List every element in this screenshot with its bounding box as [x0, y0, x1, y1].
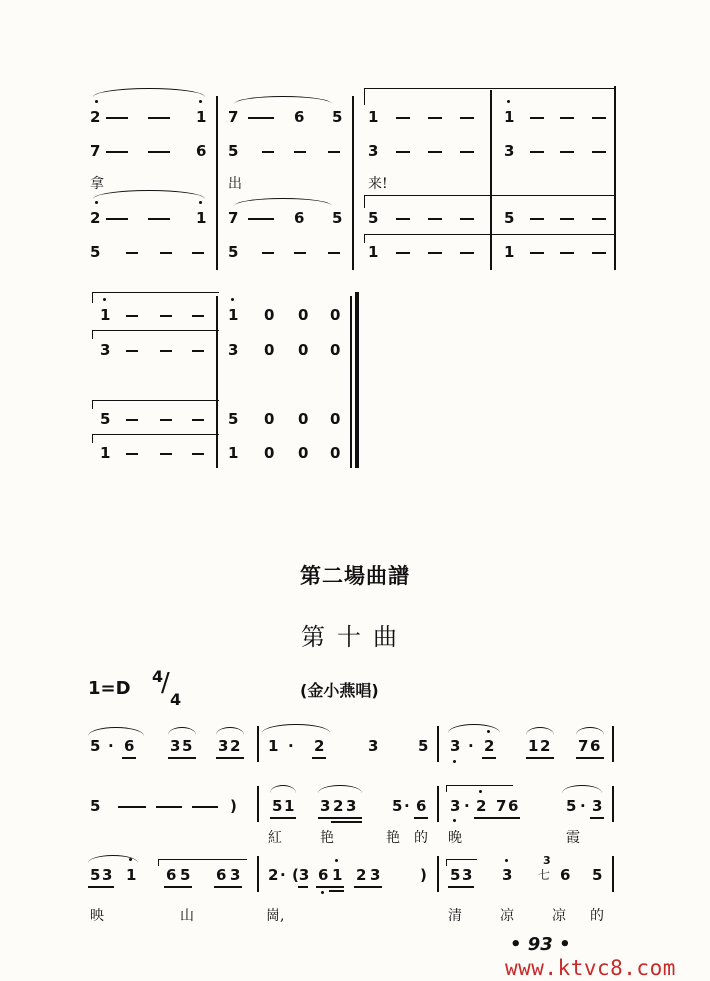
- note: 5: [504, 209, 515, 227]
- time-signature-slash: /: [161, 668, 170, 698]
- underline: [590, 817, 604, 819]
- note: 6: [508, 797, 519, 815]
- note: 1: [268, 737, 279, 755]
- octave-dot-low: [453, 760, 456, 763]
- slur: [216, 727, 244, 735]
- dash: [396, 252, 410, 254]
- dash: [428, 151, 442, 153]
- note: 7: [496, 797, 507, 815]
- barline: [612, 856, 614, 892]
- lyric: 映: [90, 908, 104, 924]
- barline: [490, 90, 492, 270]
- dash: [248, 117, 274, 119]
- note: 5: [90, 243, 101, 261]
- underline: [214, 886, 242, 888]
- tie: [92, 400, 219, 409]
- page-number: • 93 •: [510, 934, 571, 955]
- octave-dot: [487, 730, 490, 733]
- note: 3: [230, 866, 241, 884]
- lyric: 紅: [268, 830, 282, 846]
- octave-dot: [95, 201, 98, 204]
- note: 5: [392, 797, 403, 815]
- note: 5: [566, 797, 577, 815]
- dash: [396, 218, 410, 220]
- slur: [562, 785, 602, 793]
- note: 3: [450, 737, 461, 755]
- note: 3: [370, 866, 381, 884]
- octave-dot: [505, 859, 508, 862]
- underline: [448, 886, 474, 888]
- note: 6: [294, 108, 305, 126]
- note: 6: [318, 866, 329, 884]
- underline: [474, 817, 520, 819]
- slur: [88, 727, 144, 736]
- dot-extension: ·: [580, 797, 586, 815]
- note: 2: [484, 737, 495, 755]
- note: 0: [298, 410, 309, 428]
- note: 5: [332, 108, 343, 126]
- note: 7: [228, 108, 239, 126]
- note: 6: [216, 866, 227, 884]
- note: 2: [314, 737, 325, 755]
- slur: [262, 724, 330, 733]
- dash: [328, 151, 340, 153]
- note: 5: [228, 243, 239, 261]
- tie: [158, 859, 247, 866]
- octave-dot: [479, 790, 482, 793]
- tie: [446, 859, 477, 866]
- dash: [262, 151, 274, 153]
- dash: [192, 453, 204, 455]
- dash: [118, 806, 146, 808]
- note: 2: [90, 108, 101, 126]
- final-barline: [355, 292, 359, 468]
- lyric: 艳: [320, 830, 334, 846]
- dash: [396, 151, 410, 153]
- note: 1: [228, 444, 239, 462]
- note: 1: [196, 108, 207, 126]
- dash: [428, 117, 442, 119]
- dash: [126, 315, 138, 317]
- octave-dot: [199, 201, 202, 204]
- dash: [460, 151, 474, 153]
- dash: [530, 151, 544, 153]
- octave-dot: [95, 100, 98, 103]
- note: 5: [182, 737, 193, 755]
- dash: [592, 218, 606, 220]
- paren: ): [420, 866, 427, 884]
- note: 3: [170, 737, 181, 755]
- note: 0: [330, 410, 341, 428]
- dash: [428, 252, 442, 254]
- barline: [257, 856, 259, 892]
- note: 1: [126, 866, 137, 884]
- underline: [164, 886, 192, 888]
- tie: [93, 190, 205, 199]
- tie: [92, 434, 219, 443]
- underline: [298, 886, 308, 888]
- dot-extension: ·: [468, 737, 474, 755]
- note: 5: [228, 142, 239, 160]
- underline: [576, 757, 604, 759]
- note: 0: [264, 306, 275, 324]
- slur: [448, 724, 500, 733]
- octave-dot: [129, 858, 132, 861]
- octave-dot: [335, 859, 338, 862]
- note: 3: [504, 142, 515, 160]
- lyric: 山: [180, 908, 194, 924]
- dash: [106, 218, 128, 220]
- dash: [294, 252, 306, 254]
- underline: [526, 757, 554, 759]
- underline: [414, 817, 428, 819]
- dash: [148, 151, 170, 153]
- barline: [216, 96, 218, 270]
- dash: [192, 806, 218, 808]
- note: 5: [368, 209, 379, 227]
- note: 0: [330, 444, 341, 462]
- dash: [530, 117, 544, 119]
- note: 5: [90, 866, 101, 884]
- note: 3: [100, 341, 111, 359]
- dash: [160, 315, 172, 317]
- note: 3: [320, 797, 331, 815]
- note: 0: [298, 341, 309, 359]
- underline-double: [329, 890, 344, 892]
- dash: [530, 218, 544, 220]
- dash: [192, 252, 204, 254]
- note: 5: [180, 866, 191, 884]
- lyric: 的: [414, 830, 428, 846]
- time-signature-top: 4: [152, 667, 164, 686]
- note: 3: [368, 737, 379, 755]
- barline: [257, 726, 259, 762]
- note: 3: [450, 797, 461, 815]
- octave-dot: [231, 298, 234, 301]
- dash: [126, 252, 138, 254]
- note: 1: [196, 209, 207, 227]
- octave-dot-low: [321, 891, 324, 894]
- lyric: 霞: [566, 830, 580, 846]
- lyric: 崗,: [266, 908, 285, 924]
- note: (3: [292, 866, 310, 884]
- barline: [350, 296, 352, 468]
- note: 1: [504, 243, 515, 261]
- note: 3: [368, 142, 379, 160]
- dash: [148, 117, 170, 119]
- note: 1: [228, 306, 239, 324]
- note: 1: [504, 108, 515, 126]
- dash: [592, 252, 606, 254]
- note: 5: [90, 737, 101, 755]
- lyric: 拿: [90, 176, 104, 192]
- paren: ): [230, 797, 237, 815]
- lyric: 来!: [368, 176, 388, 192]
- octave-dot: [199, 100, 202, 103]
- dash: [148, 218, 170, 220]
- note: 0: [264, 341, 275, 359]
- slur: [270, 785, 296, 793]
- dash: [396, 117, 410, 119]
- note: 6: [560, 866, 571, 884]
- note: 0: [264, 444, 275, 462]
- note: 0: [330, 341, 341, 359]
- note: 1: [100, 444, 111, 462]
- underline: [312, 757, 326, 759]
- dash: [560, 117, 574, 119]
- barline: [612, 786, 614, 822]
- underline: [122, 757, 136, 759]
- note: 5: [272, 797, 283, 815]
- underline: [270, 817, 296, 819]
- dash: [156, 806, 182, 808]
- slur: [318, 785, 362, 793]
- barline: [352, 96, 354, 270]
- underline: [318, 817, 362, 819]
- note: 1: [284, 797, 295, 815]
- note: 2: [230, 737, 241, 755]
- note: 3: [102, 866, 113, 884]
- lyric: 凉: [552, 908, 566, 924]
- dash: [160, 419, 172, 421]
- dash: [592, 151, 606, 153]
- barline: [612, 726, 614, 762]
- dot-extension: ·: [280, 866, 286, 884]
- lyric: 晚: [448, 830, 462, 846]
- dash: [160, 252, 172, 254]
- note: 2: [476, 797, 487, 815]
- lyric: 艳: [386, 830, 400, 846]
- dash: [248, 218, 274, 220]
- barline: [257, 786, 259, 822]
- underline: [316, 886, 344, 888]
- tie: [92, 330, 219, 339]
- slur: [234, 198, 332, 206]
- dot-extension: ·: [404, 797, 410, 815]
- note: 6: [196, 142, 207, 160]
- note: 1: [100, 306, 111, 324]
- dash: [262, 252, 274, 254]
- dot-extension: ·: [108, 737, 114, 755]
- dash: [560, 252, 574, 254]
- note: 0: [298, 306, 309, 324]
- slur: [576, 727, 604, 735]
- note: 6: [166, 866, 177, 884]
- watermark[interactable]: www.ktvc8.com: [505, 956, 676, 980]
- note: 6: [294, 209, 305, 227]
- note: 3: [592, 797, 603, 815]
- note: 1: [368, 108, 379, 126]
- note: 0: [264, 410, 275, 428]
- note: 2: [268, 866, 279, 884]
- dash: [106, 151, 128, 153]
- key-signature: 1=D: [88, 678, 131, 699]
- dash: [192, 315, 204, 317]
- slur: [168, 727, 196, 735]
- note: 3: [346, 797, 357, 815]
- piece-title: 第十曲: [301, 623, 409, 651]
- note: 5: [450, 866, 461, 884]
- note: 5: [228, 410, 239, 428]
- underline: [354, 886, 382, 888]
- tie: [93, 88, 205, 97]
- note: 3: [462, 866, 473, 884]
- barline: [216, 296, 218, 468]
- note: 2: [333, 797, 344, 815]
- dash: [460, 252, 474, 254]
- octave-dot-low: [453, 819, 456, 822]
- slur: [526, 727, 554, 735]
- barline: [437, 726, 439, 762]
- lyric: 凉: [500, 908, 514, 924]
- underline: [482, 757, 496, 759]
- note: 3: [228, 341, 239, 359]
- note: 7: [90, 142, 101, 160]
- dash: [592, 117, 606, 119]
- underline: [216, 757, 244, 759]
- tie: [92, 292, 219, 303]
- note: 6: [416, 797, 427, 815]
- dash: [530, 252, 544, 254]
- dash: [126, 350, 138, 352]
- note: 5: [100, 410, 111, 428]
- barline: [437, 856, 439, 892]
- lyric: 出: [228, 176, 242, 192]
- dash: [192, 350, 204, 352]
- note: 5: [418, 737, 429, 755]
- lyric: 的: [590, 908, 604, 924]
- note: 5: [592, 866, 603, 884]
- dash: [160, 350, 172, 352]
- dot-extension: ·: [464, 797, 470, 815]
- dash: [106, 117, 128, 119]
- barline: [614, 86, 616, 270]
- dash: [460, 218, 474, 220]
- dash: [294, 151, 306, 153]
- barline: [437, 786, 439, 822]
- note: 2: [356, 866, 367, 884]
- dash: [428, 218, 442, 220]
- dot-extension: ·: [288, 737, 294, 755]
- singer-note: (金小燕唱): [300, 681, 379, 700]
- note: 0: [330, 306, 341, 324]
- note: 3: [502, 866, 513, 884]
- dash: [328, 252, 340, 254]
- grace-note: 3: [543, 854, 551, 867]
- dash: [126, 419, 138, 421]
- lyric: 清: [448, 908, 462, 924]
- note: 7: [578, 737, 589, 755]
- note: 5: [90, 797, 101, 815]
- underline-double: [331, 821, 362, 823]
- note: 2: [540, 737, 551, 755]
- slur: [234, 96, 332, 104]
- dash: [160, 453, 172, 455]
- note: 1: [332, 866, 343, 884]
- dash: [560, 218, 574, 220]
- dash: [126, 453, 138, 455]
- dash: [192, 419, 204, 421]
- note: 7: [228, 209, 239, 227]
- note: 6: [590, 737, 601, 755]
- underline: [168, 757, 196, 759]
- note: 1: [528, 737, 539, 755]
- note: 2: [90, 209, 101, 227]
- note: 0: [298, 444, 309, 462]
- underline: [88, 886, 114, 888]
- note: 5: [332, 209, 343, 227]
- note: 1: [368, 243, 379, 261]
- dash: [460, 117, 474, 119]
- grace-prefix: 七: [538, 868, 551, 882]
- time-signature-bottom: 4: [170, 690, 182, 709]
- dash: [560, 151, 574, 153]
- section-title: 第二場曲譜: [300, 564, 410, 588]
- note: 3: [218, 737, 229, 755]
- note: 6: [124, 737, 135, 755]
- octave-dot: [103, 298, 106, 301]
